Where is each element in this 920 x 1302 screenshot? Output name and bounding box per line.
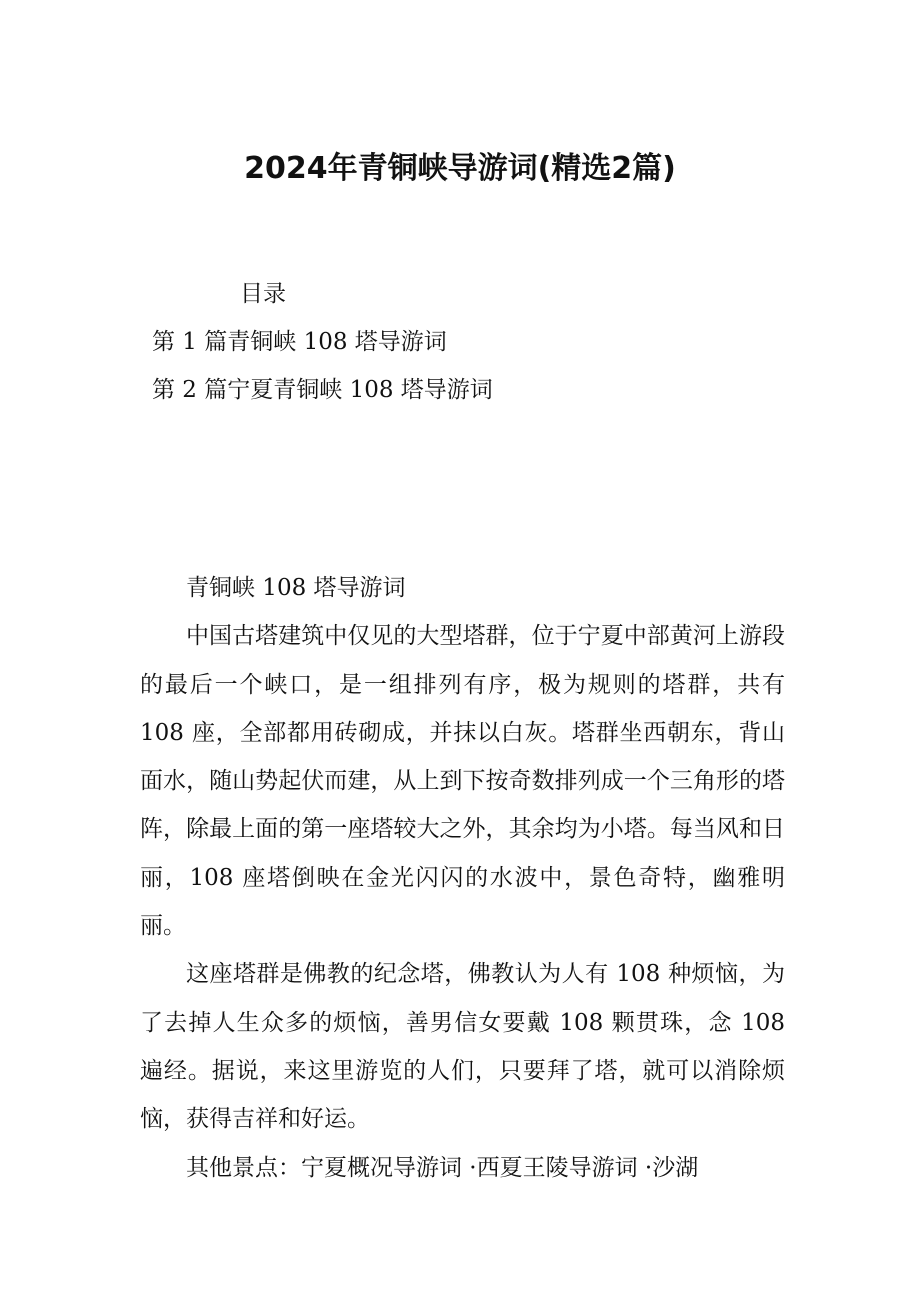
- article-subtitle: 青铜峡 108 塔导游词: [186, 575, 406, 601]
- other-attractions-line: 其他景点：宁夏概况导游词 ·西夏王陵导游词 ·沙湖: [186, 1154, 699, 1181]
- document-title: 2024年青铜峡导游词(精选2篇): [244, 151, 676, 186]
- toc-heading: 目录: [240, 281, 286, 307]
- toc-item-1: 第 1 篇青铜峡 108 塔导游词: [152, 329, 447, 355]
- article-paragraph: 中国古塔建筑中仅见的大型塔群，位于宁夏中部黄河上游段的最后一个峡口，是一组排列有序，极为规则的塔群，共有 108 座，全部都用砖砌成，并抹以白灰。塔群坐西朝东，背山面水，随山势起伏而建，从上到下按奇数排列成一个三角形的塔阵，除最上面的第一座塔较大之外，其余均为小塔。每当风和日丽，108 座塔倒映在金光闪闪的水波中，景色奇特，幽雅明丽。: [140, 623, 785, 940]
- article-body: [140, 564, 785, 1192]
- toc-item-2: 第 2 篇宁夏青铜峡 108 塔导游词: [152, 377, 493, 403]
- article-paragraph: 这座塔群是佛教的纪念塔，佛教认为人有 108 种烦恼，为了去掉人生众多的烦恼，善男信女要戴 108 颗贯珠，念 108 遍经。据说，来这里游览的人们，只要拜了塔，就可以消除烦恼，获得吉祥和好运。: [140, 961, 785, 1133]
